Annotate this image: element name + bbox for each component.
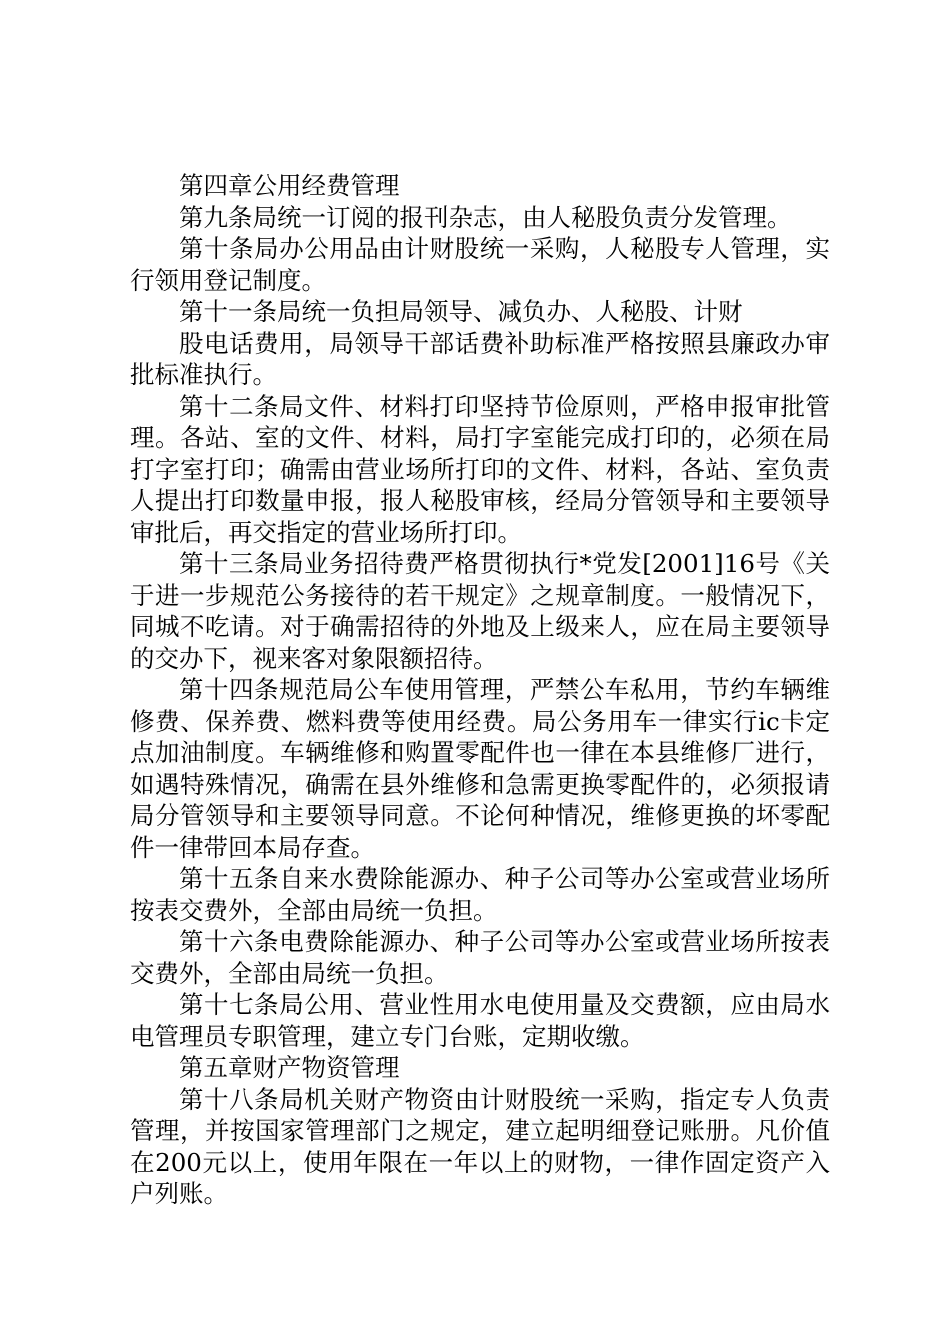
article-17: 第十七条局公用、营业性用水电使用量及交费额，应由局水电管理员专职管理，建立专门台账，定期收缴。: [130, 990, 830, 1051]
article-15: 第十五条自来水费除能源办、种子公司等办公室或营业场所按表交费外，全部由局统一负担。: [130, 864, 830, 925]
article-11-part-2: 股电话费用，局领导干部话费补助标准严格按照县廉政办审批标准执行。: [130, 328, 830, 389]
document-body: [130, 170, 830, 1210]
article-18: 第十八条局机关财产物资由计财股统一采购，指定专人负责管理，并按国家管理部门之规定，建立起明细登记账册。凡价值在200元以上，使用年限在一年以上的财物，一律作固定资产入户列账。: [130, 1084, 830, 1208]
article-11-part-1: 第十一条局统一负担局领导、减负办、人秘股、计财: [179, 297, 743, 326]
chapter-five-heading: 第五章财产物资管理: [179, 1053, 400, 1082]
article-10: 第十条局办公用品由计财股统一采购，人秘股专人管理，实行领用登记制度。: [130, 234, 830, 295]
article-12: 第十二条局文件、材料打印坚持节俭原则，严格申报审批管理。各站、室的文件、材料，局打字室能完成打印的，必须在局打字室打印；确需由营业场所打印的文件、材料，各站、室负责人提出打印数量申报，报人秘股审核，经局分管领导和主要领导审批后，再交指定的营业场所打印。: [130, 391, 830, 547]
article-13: 第十三条局业务招待费严格贯彻执行*党发[2001]16号《关于进一步规范公务接待的若干规定》之规章制度。一般情况下，同城不吃请。对于确需招待的外地及上级来人，应在局主要领导的交办下，视来客对象限额招待。: [130, 549, 830, 673]
chapter-four-heading: 第四章公用经费管理: [179, 171, 400, 200]
article-14: 第十四条规范局公车使用管理，严禁公车私用，节约车辆维修费、保养费、燃料费等使用经费。局公务用车一律实行ic卡定点加油制度。车辆维修和购置零配件也一律在本县维修厂进行，如遇特殊情况，确需在县外维修和急需更换零配件的，必须报请局分管领导和主要领导同意。不论何种情况，维修更换的坏零配件一律带回本局存查。: [130, 675, 830, 862]
article-16: 第十六条电费除能源办、种子公司等办公室或营业场所按表交费外，全部由局统一负担。: [130, 927, 830, 988]
article-9: 第九条局统一订阅的报刊杂志，由人秘股负责分发管理。: [179, 202, 792, 232]
